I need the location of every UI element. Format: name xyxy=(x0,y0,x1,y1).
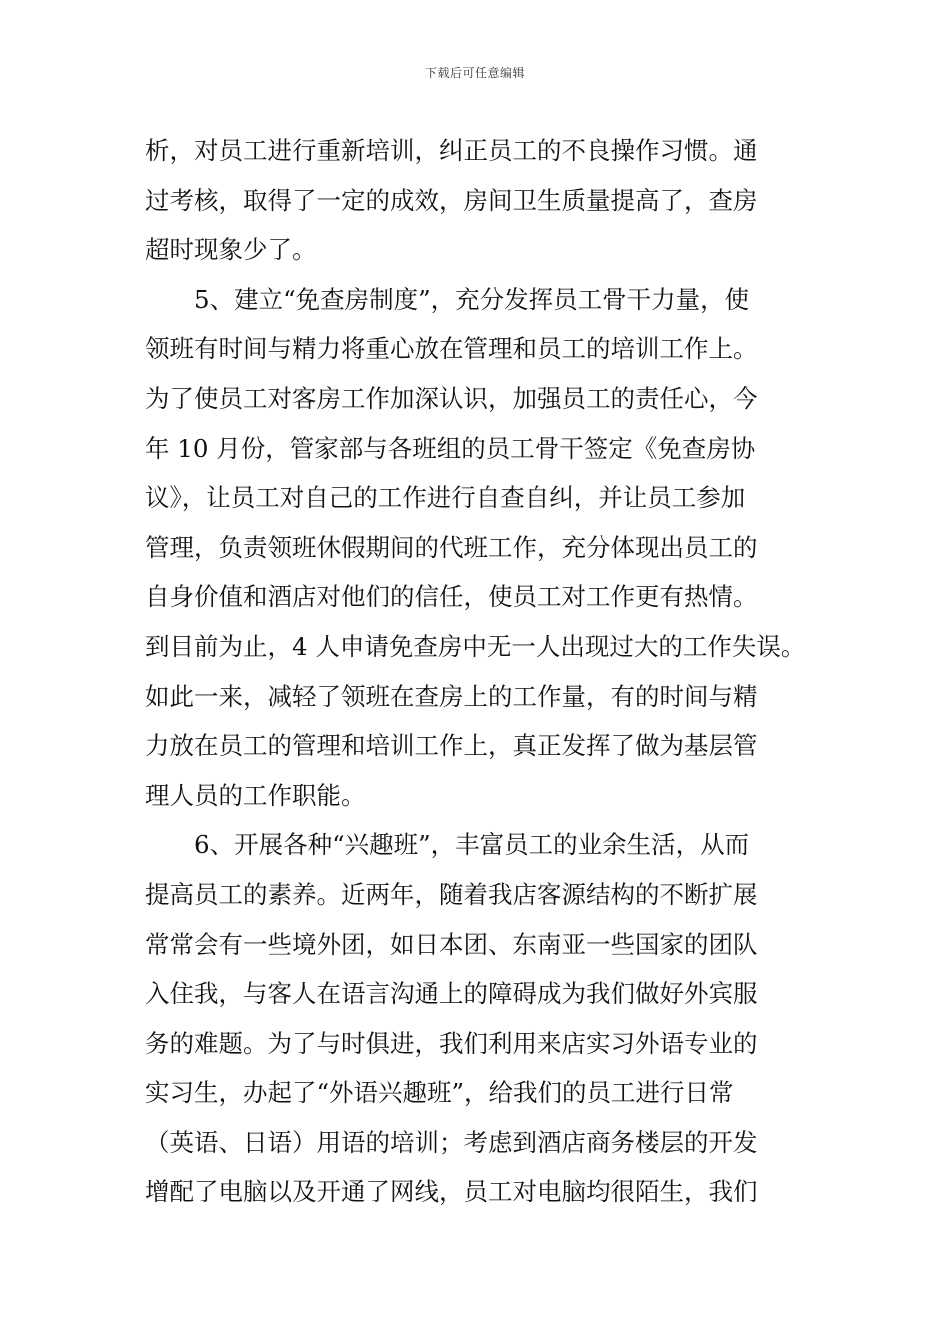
text-line: 提高员工的素养。近两年，随着我店客源结构的不断扩展 xyxy=(145,879,758,909)
text-line: 务的难题。为了与时俱进，我们利用来店实习外语专业的 xyxy=(145,1028,758,1058)
text-line: 常常会有一些境外团，如日本团、东南亚一些国家的团队 xyxy=(145,929,758,959)
text-line: 议》，让员工对自己的工作进行自查自纠，并让员工参加 xyxy=(145,483,746,513)
text-line: 到目前为止，4 人申请免查房中无一人出现过大的工作失误。 xyxy=(145,631,806,661)
page-header: 下载后可任意编辑 xyxy=(424,66,525,80)
text-line: 入住我，与客人在语言沟通上的障碍成为我们做好外宾服 xyxy=(145,979,758,1009)
text-line: 过考核，取得了一定的成效，房间卫生质量提高了，查房 xyxy=(145,185,758,215)
text-line: 增配了电脑以及开通了网线，员工对电脑均很陌生，我们 xyxy=(145,1177,758,1207)
text-line: 超时现象少了。 xyxy=(145,235,317,265)
paragraph-start-line: 5、建立“免查房制度”，充分发挥员工骨干力量，使 xyxy=(194,284,750,314)
text-line: （英语、日语）用语的培训；考虑到酒店商务楼层的开发 xyxy=(145,1127,758,1157)
text-line: 管理，负责领班休假期间的代班工作，充分体现出员工的 xyxy=(145,532,758,562)
text-line: 自身价值和酒店对他们的信任，使员工对工作更有热情。 xyxy=(145,582,758,612)
text-line: 实习生，办起了“外语兴趣班”，给我们的员工进行日常 xyxy=(145,1078,734,1108)
text-line: 为了使员工对客房工作加深认识，加强员工的责任心，今 xyxy=(145,383,758,413)
text-line: 理人员的工作职能。 xyxy=(145,780,366,810)
paragraph-start-line: 6、开展各种“兴趣班”，丰富员工的业余生活，从而 xyxy=(194,830,750,860)
text-line: 析，对员工进行重新培训，纠正员工的不良操作习惯。通 xyxy=(145,136,758,165)
text-line: 年 10 月份，管家部与各班组的员工骨干签定《免查房协 xyxy=(145,433,756,463)
text-line: 如此一来，减轻了领班在查房上的工作量，有的时间与精 xyxy=(145,681,758,711)
text-line: 领班有时间与精力将重心放在管理和员工的培训工作上。 xyxy=(145,334,758,364)
document-body xyxy=(145,126,825,1217)
text-line: 力放在员工的管理和培训工作上，真正发挥了做为基层管 xyxy=(145,731,758,761)
